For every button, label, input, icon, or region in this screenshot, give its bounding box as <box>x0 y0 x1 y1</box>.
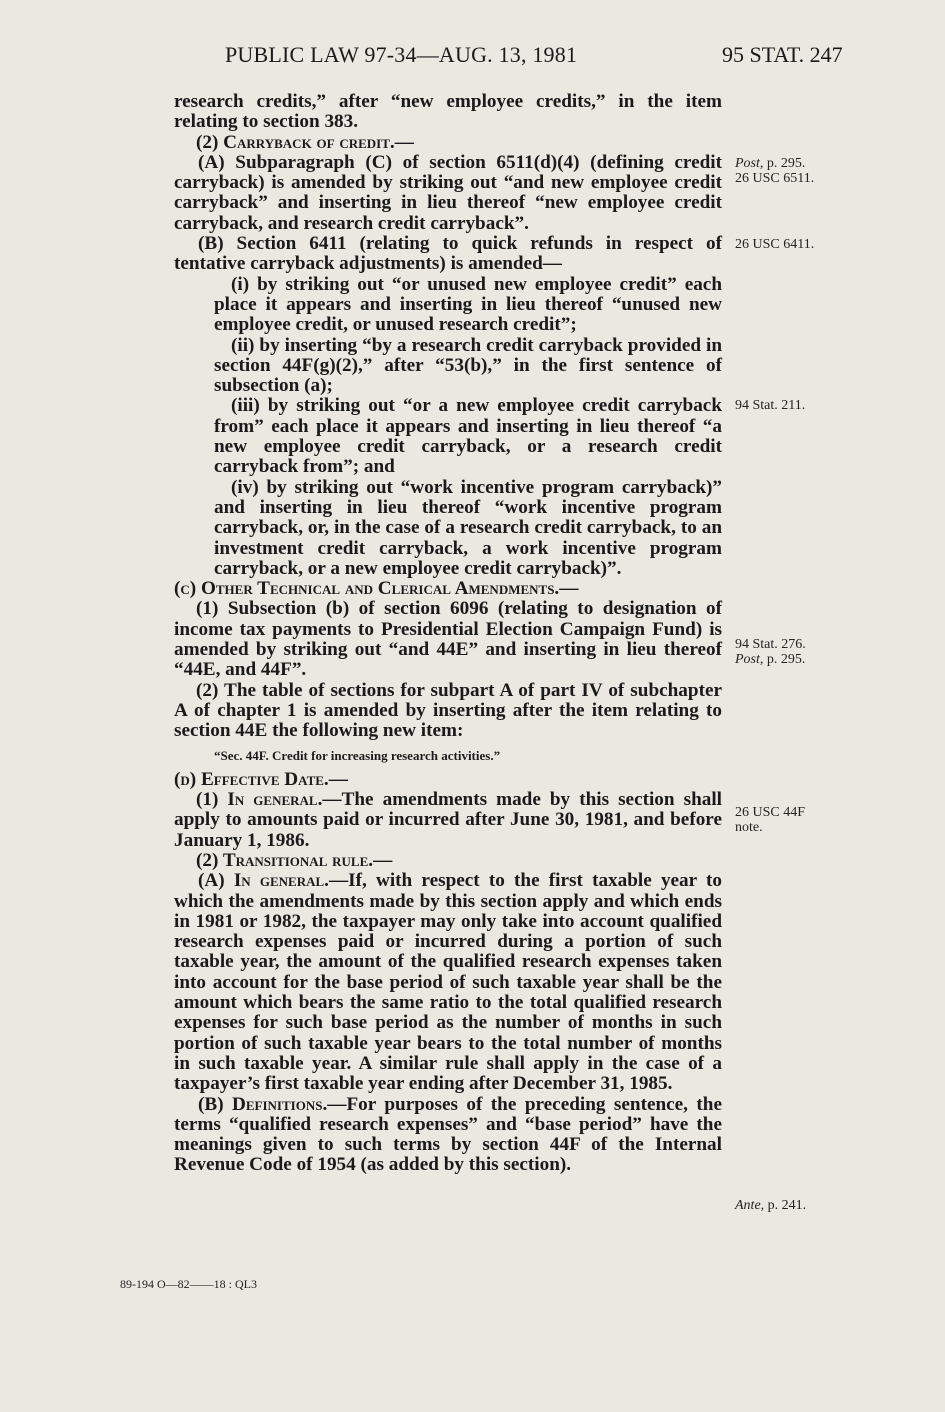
clause-iv: (iv) by striking out “work incentive program carryback)” and inserting in lieu thereof “work incentive program carryback, or, in the case of a research credit carryback, to an investment credit carryback, a work incentive program carryback, or a new employee credit carryback)”. <box>214 476 722 579</box>
paragraph-text: —For purposes of the preceding sentence, the terms “qualified research expenses” and “base period” have the meanings given to such terms by section 44F of the Internal Revenue Code of 1954 (as added by this section). <box>174 1093 722 1176</box>
margin-note-94-stat-276 <box>735 637 806 667</box>
margin-note-post-295 <box>735 156 814 186</box>
clause-i: (i) by striking out “or unused new employee credit” each place it appears and inserting in lieu thereof “unused new employee credit, or unused research credit”; <box>214 273 722 336</box>
paragraph-d2b <box>174 1095 722 1176</box>
print-job-footer: 89-194 O—82——18 : QL3 <box>120 1277 257 1291</box>
paragraph-d1 <box>174 790 722 851</box>
clause-iii: (iii) by striking out “or a new employee credit carryback from” each place it appears and inserting in lieu thereof “a new employee credit carryback, or a research credit carryback from”; and <box>214 395 722 478</box>
running-header-page-number: 95 STAT. 247 <box>722 42 843 67</box>
section-heading-technical-amendments <box>174 579 722 599</box>
margin-note-line: 26 USC 6511. <box>735 171 815 186</box>
table-of-sections-item: “Sec. 44F. Credit for increasing research activities.” <box>214 747 501 763</box>
heading-text: (2) Transitional rule.— <box>196 849 393 871</box>
margin-note-line: Post, p. 295. <box>735 156 806 171</box>
paragraph-d2a <box>174 871 722 1094</box>
heading-text: (2) Carryback of credit.— <box>196 131 414 153</box>
paragraph-text: —If, with respect to the first taxable year to which the amendments made by this section apply and which ends in 1981 or 1982, the taxpayer may only take into account qualified research expenses paid or incurred during a portion of such taxable year, the amount of the qualified research expenses taken into account for the base period of such taxable year shall be the amount which bears the same ratio to the total qualified research expenses for such base period as the number of months in such portion of such taxable year bears to the total number of months in such taxable year. A similar rule shall apply in the case of a taxpayer’s first taxable year ending after December 31, 1985. <box>174 870 722 1095</box>
paragraph-b: (B) Section 6411 (relating to quick refunds in respect of tentative carryback adjustments) is amended— <box>174 233 722 275</box>
heading-text: (c) Other Technical and Clerical Amendments.— <box>174 578 579 600</box>
margin-note-usc-44f <box>735 805 805 835</box>
clause-ii: (ii) by inserting “by a research credit carryback provided in section 44F(g)(2),” after “53(b),” in the first sentence of subsection (a); <box>214 334 722 397</box>
run-in-heading: (1) In general. <box>196 789 323 811</box>
paragraph-continuation: research credits,” after “new employee credits,” in the item relating to section 383. <box>174 91 722 133</box>
running-header-title: PUBLIC LAW 97-34—AUG. 13, 1981 <box>225 42 578 67</box>
paragraph-a: (A) Subparagraph (C) of section 6511(d)(4) (defining credit carryback) is amended by striking out “and new employee credit carryback” and inserting in lieu thereof “new employee credit carryback, and research credit carryback”. <box>174 151 722 234</box>
run-in-heading: (A) In general. <box>198 870 329 892</box>
heading-text: (d) Effective Date.— <box>174 768 348 790</box>
paragraph-text: —The amendments made by this section shall apply to amounts paid or incurred after June 30, 1981, and before January 1, 1986. <box>174 789 722 851</box>
margin-note-line: note. <box>735 820 763 835</box>
margin-note-usc-6411: 26 USC 6411. <box>735 237 815 252</box>
margin-note-line: 94 Stat. 276. <box>735 637 806 652</box>
subsection-heading-carryback <box>174 133 722 153</box>
margin-note-line: Post, p. 295. <box>735 652 806 667</box>
run-in-heading: (B) Definitions. <box>198 1093 328 1115</box>
margin-note-line: 26 USC 44F <box>735 805 806 820</box>
paragraph-c2: (2) The table of sections for subpart A of part IV of subchapter A of chapter 1 is amended by inserting after the item relating to section 44E the following new item: <box>174 679 722 742</box>
margin-note-94-stat-211: 94 Stat. 211. <box>735 398 806 413</box>
paragraph-c1: (1) Subsection (b) of section 6096 (relating to designation of income tax payments to Presidential Election Campaign Fund) is amended by striking out “and 44E” and inserting in lieu thereof “44E, and 44F”. <box>174 598 722 681</box>
paragraph-d2-heading <box>174 851 722 871</box>
section-heading-effective-date <box>174 770 722 790</box>
margin-note-ante-241: Ante, p. 241. <box>735 1198 807 1213</box>
body-text <box>174 92 722 1176</box>
